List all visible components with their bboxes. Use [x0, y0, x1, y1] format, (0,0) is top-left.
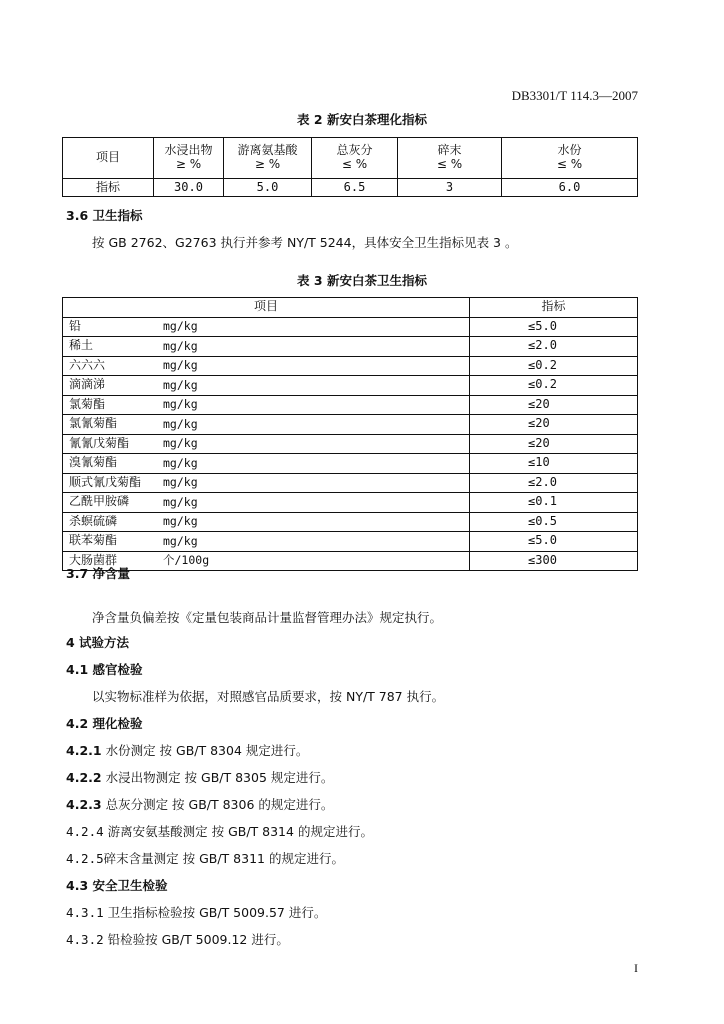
table3-item-value: ≤5.0	[470, 317, 638, 337]
table3-row	[63, 337, 638, 357]
table2-row-label: 指标	[63, 179, 154, 197]
table3-item-name: 铅	[63, 317, 160, 337]
section-4-2-1: 4.2.1 水份测定 按 GB/T 8304 规定进行。	[66, 743, 309, 758]
table3	[62, 297, 638, 571]
table3-item-name: 氯菊酯	[63, 395, 160, 415]
table3-caption: 表 3 新安白茶卫生指标	[297, 273, 427, 288]
table3-row	[63, 551, 638, 571]
table3-row	[63, 317, 638, 337]
table2-col-header: 总灰分 ≤ %	[312, 138, 398, 179]
section-4-2-2: 4.2.2 水浸出物测定 按 GB/T 8305 规定进行。	[66, 770, 334, 785]
table3-row	[63, 532, 638, 552]
section-4-2-4: 4.2.4 游离安氨基酸测定 按 GB/T 8314 的规定进行。	[66, 824, 373, 839]
section-3-7-title: 3.7 净含量	[66, 566, 130, 581]
table3-item-value: ≤10	[470, 454, 638, 474]
table3-row	[63, 415, 638, 435]
table3-item-unit: mg/kg	[159, 532, 470, 552]
table2-value: 6.0	[502, 179, 638, 197]
section-4-3-2: 4.3.2 铅检验按 GB/T 5009.12 进行。	[66, 932, 289, 947]
table3-item-unit: mg/kg	[159, 493, 470, 513]
section-4-2-title: 4.2 理化检验	[66, 716, 143, 731]
table3-item-name: 乙酰甲胺磷	[63, 493, 160, 513]
section-4-1-title: 4.1 感官检验	[66, 662, 143, 677]
table3-item-name: 氰氰戊菊酯	[63, 434, 160, 454]
table3-row	[63, 434, 638, 454]
table3-item-unit: mg/kg	[159, 376, 470, 396]
table3-item-value: ≤2.0	[470, 337, 638, 357]
table3-item-name: 顺式氰戊菊酯	[63, 473, 160, 493]
table3-row	[63, 493, 638, 513]
table3-row	[63, 512, 638, 532]
table3-item-value: ≤20	[470, 434, 638, 454]
table3-item-unit: mg/kg	[159, 415, 470, 435]
table3-header-value: 指标	[470, 298, 638, 318]
table3-item-value: ≤5.0	[470, 532, 638, 552]
table3-item-unit: mg/kg	[159, 356, 470, 376]
table3-item-value: ≤2.0	[470, 473, 638, 493]
table2-value: 3	[398, 179, 502, 197]
table2-value: 30.0	[154, 179, 224, 197]
table3-row	[63, 356, 638, 376]
section-4-3-1: 4.3.1 卫生指标检验按 GB/T 5009.57 进行。	[66, 905, 327, 920]
section-3-6-text: 按 GB 2762、G2763 执行并参考 NY/T 5244，具体安全卫生指标见表 3 。	[92, 235, 518, 250]
table3-item-unit: mg/kg	[159, 317, 470, 337]
table3-item-unit: mg/kg	[159, 473, 470, 493]
table2-header-item: 项目	[63, 138, 154, 179]
table2-caption: 表 2 新安白茶理化指标	[297, 112, 427, 127]
table3-item-unit: mg/kg	[159, 454, 470, 474]
table2	[62, 137, 638, 197]
section-4-2-3: 4.2.3 总灰分测定 按 GB/T 8306 的规定进行。	[66, 797, 334, 812]
table2-value: 6.5	[312, 179, 398, 197]
table3-row	[63, 395, 638, 415]
table3-item-unit: mg/kg	[159, 337, 470, 357]
table3-item-name: 杀螟硫磷	[63, 512, 160, 532]
table3-item-value: ≤300	[470, 551, 638, 571]
section-3-6-title: 3.6 卫生指标	[66, 208, 143, 223]
table3-item-name: 氯氰菊酯	[63, 415, 160, 435]
table3-item-unit: 个/100g	[159, 551, 470, 571]
table2-value: 5.0	[224, 179, 312, 197]
table3-item-unit: mg/kg	[159, 395, 470, 415]
table3-header-item: 项目	[63, 298, 470, 318]
table3-item-value: ≤0.5	[470, 512, 638, 532]
section-4-3-title: 4.3 安全卫生检验	[66, 878, 168, 893]
section-3-7-text: 净含量负偏差按《定量包装商品计量监督管理办法》规定执行。	[92, 610, 443, 625]
table3-item-name: 联苯菊酯	[63, 532, 160, 552]
table3-item-name: 滴滴涕	[63, 376, 160, 396]
table3-item-name: 六六六	[63, 356, 160, 376]
table3-item-value: ≤20	[470, 395, 638, 415]
table3-item-value: ≤0.2	[470, 356, 638, 376]
table3-item-value: ≤0.1	[470, 493, 638, 513]
table3-item-name: 稀土	[63, 337, 160, 357]
table3-row	[63, 454, 638, 474]
section-4-1-text: 以实物标准样为依据，对照感官品质要求，按 NY/T 787 执行。	[92, 689, 445, 704]
table3-row	[63, 376, 638, 396]
table2-col-header: 水份 ≤ %	[502, 138, 638, 179]
standard-number: DB3301/T 114.3—2007	[511, 88, 638, 103]
section-4-2-5: 4.2.5碎末含量测定 按 GB/T 8311 的规定进行。	[66, 851, 344, 866]
table3-item-name: 溴氰菊酯	[63, 454, 160, 474]
table2-col-header: 碎末 ≤ %	[398, 138, 502, 179]
table3-item-name: 大肠菌群	[63, 551, 160, 571]
table3-item-value: ≤20	[470, 415, 638, 435]
table2-col-header: 游离氨基酸 ≥ %	[224, 138, 312, 179]
table3-item-unit: mg/kg	[159, 434, 470, 454]
table2-col-header: 水浸出物 ≥ %	[154, 138, 224, 179]
table3-item-value: ≤0.2	[470, 376, 638, 396]
table3-row	[63, 473, 638, 493]
section-4-title: 4 试验方法	[66, 635, 130, 650]
page-number: I	[634, 961, 638, 975]
table3-item-unit: mg/kg	[159, 512, 470, 532]
